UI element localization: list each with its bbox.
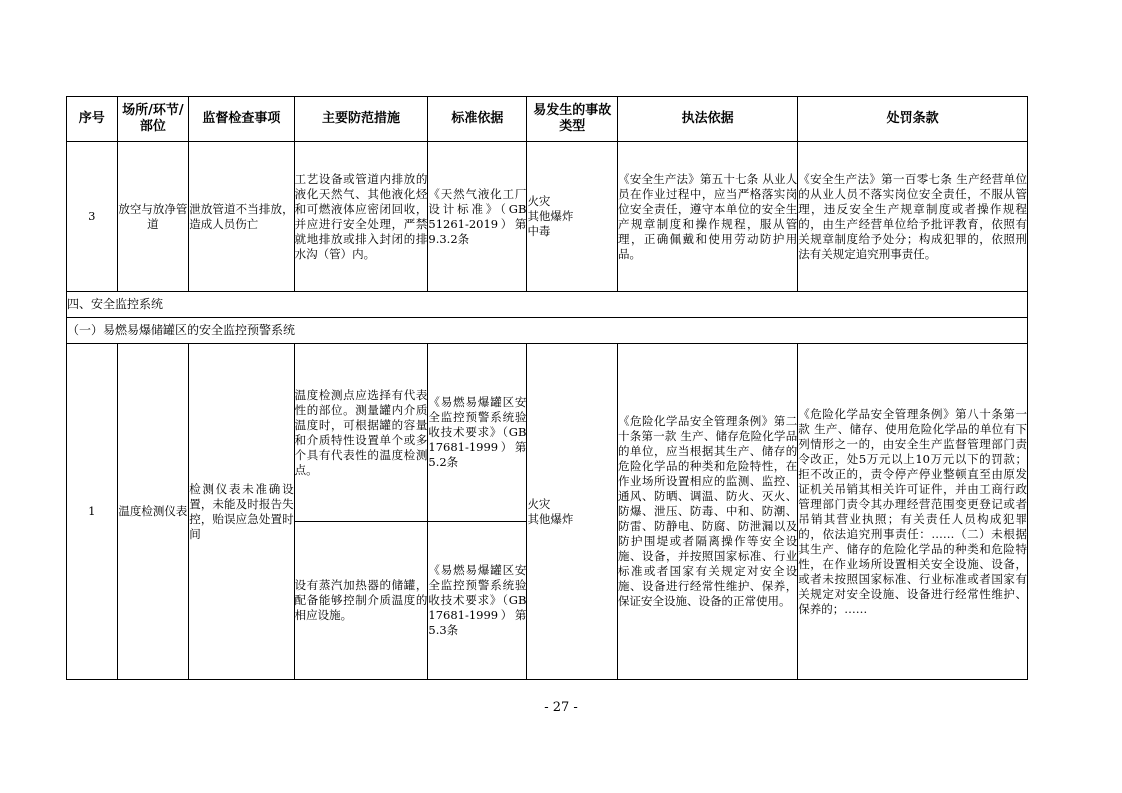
standard-cell: 《天然气液化工厂设计标准》（GB 51261-2019）第9.3.2条: [428, 142, 527, 292]
section-row: [67, 292, 1028, 318]
accident-cell: 火灾 其他爆炸: [527, 344, 618, 680]
header-law: 执法依据: [618, 97, 798, 142]
law-cell: 《危险化学品安全管理条例》第二十条第一款 生产、储存危险化学品的单位，应当根据其生产、储存的危险化学品的种类和危险特性，在作业场所设置相应的监测、监控、通风、防晒、调温、防火、灭火、防爆、泄压、防毒、中和、防潮、防雷、防静电、防腐、防泄漏以及防护围堤或者隔离操作等安全设施、设备，并按照国家标准、行业标准或者国家有关规定对安全设施、设备进行经常性维护、保养，保证安全设施、设备的正常使用。: [618, 344, 798, 680]
accident-cell: 火灾 其他爆炸 中毒: [527, 142, 618, 292]
header-standard: 标准依据: [428, 97, 527, 142]
row-number: 3: [67, 142, 118, 292]
place-cell: 放空与放净管道: [117, 142, 189, 292]
table-header-row: [67, 97, 1028, 142]
table-row: [67, 344, 1028, 522]
section-title: 四、安全监控系统: [67, 292, 1028, 318]
row-number: 1: [67, 344, 118, 680]
standard-cell: 《易燃易爆罐区安全监控预警系统验收技术要求》（GB 17681-1999）第5.2条: [428, 344, 527, 522]
header-penalty: 处罚条款: [798, 97, 1028, 142]
subsection-row: [67, 318, 1028, 344]
header-no: 序号: [67, 97, 118, 142]
header-place: 场所/环节/部位: [117, 97, 189, 142]
standard-cell: 《易燃易爆罐区安全监控预警系统验收技术要求》（GB 17681-1999）第5.3条: [428, 522, 527, 680]
page-number: - 27 -: [544, 700, 578, 715]
header-measure: 主要防范措施: [294, 97, 428, 142]
penalty-cell: 《危险化学品安全管理条例》第八十条第一款 生产、储存、使用危险化学品的单位有下列情形之一的，由安全生产监督管理部门责令改正，处5万元以上10万元以下的罚款；拒不改正的，责令停产停业整顿直至由原发证机关吊销其相关许可证件，并由工商行政管理部门责令其办理经营范围变更登记或者吊销其营业执照；有关责任人员构成犯罪的，依法追究刑事责任：……（二）未根据其生产、储存的危险化学品的种类和危险特性，在作业场所设置相关安全设施、设备，或者未按照国家标准、行业标准或者国家有关规定对安全设施、设备进行经常性维护、保养的；……: [798, 344, 1028, 680]
check-item-cell: 检测仪表未准确设置，未能及时报告失控，贻误应急处置时间: [189, 344, 294, 680]
measure-cell: 工艺设备或管道内排放的液化天然气、其他液化烃和可燃液体应密闭回收，并应进行安全处理，严禁就地排放或排入封闭的排水沟（管）内。: [294, 142, 428, 292]
penalty-cell: 《安全生产法》第一百零七条 生产经营单位的从业人员不落实岗位安全责任，不服从管理，违反安全生产规章制度或者操作规程的，由生产经营单位给予批评教育，依照有关规章制度给予处分；构成犯罪的，依照刑法有关规定追究刑事责任。: [798, 142, 1028, 292]
subsection-title: （一）易燃易爆储罐区的安全监控预警系统: [67, 318, 1028, 344]
place-cell: 温度检测仪表: [117, 344, 189, 680]
regulation-table: [66, 96, 1028, 680]
check-item-cell: 泄放管道不当排放，造成人员伤亡: [189, 142, 294, 292]
measure-cell: 设有蒸汽加热器的储罐，配备能够控制介质温度的相应设施。: [294, 522, 428, 680]
measure-cell: 温度检测点应选择有代表性的部位。测量罐内介质温度时，可根据罐的容量和介质特性设置单个或多个具有代表性的温度检测点。: [294, 344, 428, 522]
header-accident: 易发生的事故类型: [527, 97, 618, 142]
table-row: [67, 142, 1028, 292]
law-cell: 《安全生产法》第五十七条 从业人员在作业过程中，应当严格落实岗位安全责任，遵守本单位的安全生产规章制度和操作规程，服从管理，正确佩戴和使用劳动防护用品。: [618, 142, 798, 292]
header-item: 监督检查事项: [189, 97, 294, 142]
